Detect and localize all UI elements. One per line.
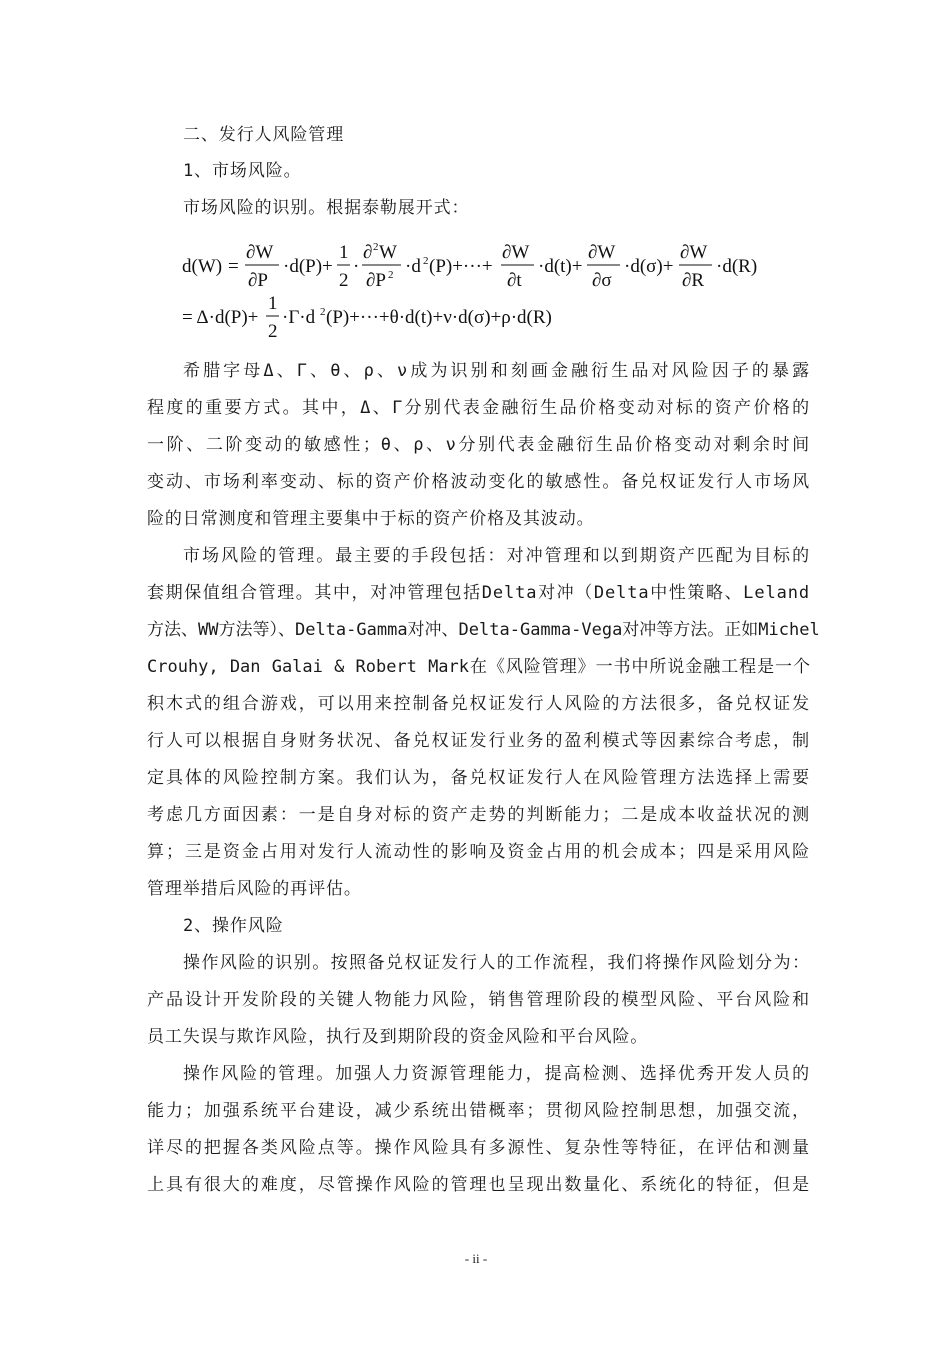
svg-text:∂: ∂ <box>363 242 373 263</box>
svg-text:1: 1 <box>268 293 278 314</box>
svg-text:∂R: ∂R <box>682 270 705 291</box>
page-number: - ii - <box>464 1251 488 1266</box>
svg-text:∂W: ∂W <box>588 242 616 263</box>
svg-text:2: 2 <box>268 321 278 342</box>
svg-text:·d(σ)+: ·d(σ)+ <box>624 256 674 277</box>
svg-text:2: 2 <box>320 306 326 318</box>
section-heading: 二、发行人风险管理 <box>183 125 345 145</box>
svg-text:·d(P)+: ·d(P)+ <box>283 256 333 277</box>
svg-text:∂σ: ∂σ <box>592 270 612 291</box>
taylor-formula-line-1 <box>182 236 802 296</box>
svg-text:∂P: ∂P <box>366 270 386 291</box>
subsection-operational-risk: 2、操作风险 <box>183 916 284 936</box>
svg-text:2: 2 <box>423 255 429 267</box>
market-identification-intro: 市场风险的识别。根据泰勒展开式： <box>183 198 470 218</box>
svg-text:·d: ·d <box>405 256 421 277</box>
svg-text:∂t: ∂t <box>507 270 522 291</box>
svg-text:(P)+···+θ·d(t)+ν·d(σ)+ρ·d(R): (P)+···+θ·d(t)+ν·d(σ)+ρ·d(R) <box>326 307 552 328</box>
taylor-formula-line-2 <box>182 293 802 346</box>
svg-text:∂W: ∂W <box>502 242 530 263</box>
svg-text:2: 2 <box>373 241 379 253</box>
svg-text:∂P: ∂P <box>248 270 268 291</box>
document-page: 二、发行人风险管理 1、市场风险。 市场风险的识别。根据泰勒展开式： d(W) = ∂W ∂P ·d(P)+ 1 2 · ∂ 2 W ∂P 2 ·d 2 (P)+···+ ∂W ∂t ·d(t)+ ∂W ∂σ ·d(σ)+ ∂W ∂R ·d(R) = Δ·d(P)+ 1 2 ·Γ·d 2 (P)+···+θ·d(t)+ν·d(σ)+ρ·d(R) 希腊字母Δ、Γ、θ、ρ、ν成为识别和刻画金融衍生品对风险因子的暴露 程度的重要方式。其中，Δ、Γ分别代表金融衍生品价格变动对标的资产价格的 一阶、二阶变动的敏感性；θ、ρ、ν分别代表金融衍生品价格变动对剩余时间 变动、市场利率变动、标的资产价格波动变化的敏感性。备兑权证发行人市场风 险的日常测度和管理主要集中于标的资产价格及其波动。 市场风险的管理。最主要的手段包括：对冲管理和以到期资产匹配为目标的 套期保值组合管理。其中，对冲管理包括Delta对冲（Delta中性策略、Leland 方法、WW方法等）、Delta-Gamma对冲、Delta-Gamma-Vega对冲等方法。正如Michel Crouhy, Dan Galai & Robert Mark在《风险管理》一书中所说金融工程是一个 积木式的组合游戏，可以用来控制备兑权证发行人风险的方法很多，备兑权证发 行人可以根据自身财务状况、备兑权证发行业务的盈利模式等因素综合考虑，制 定具体的风险控制方案。我们认为，备兑权证发行人在风险管理方法选择上需要 考虑几方面因素：一是自身对标的资产走势的判断能力；二是成本收益状况的测 算；三是资金占用对发行人流动性的影响及资金占用的机会成本；四是采用风险 管理举措后风险的再评估。 2、操作风险 操作风险的识别。按照备兑权证发行人的工作流程，我们将操作风险划分为： 产品设计开发阶段的关键人物能力风险，销售管理阶段的模型风险、平台风险和 员工失误与欺诈风险，执行及到期阶段的资金风险和平台风险。 操作风险的管理。加强人力资源管理能力，提高检测、选择优秀开发人员的 能力；加强系统平台建设，减少系统出错概率；贯彻风险控制思想，加强交流， 详尽的把握各类风险点等。操作风险具有多源性、复杂性等特征，在评估和测量 上具有很大的难度，尽管操作风险的管理也呈现出数量化、系统化的特征，但是 - ii - <box>0 0 952 1347</box>
subsection-market-risk: 1、市场风险。 <box>183 161 302 181</box>
svg-text:= Δ·d(P)+: = Δ·d(P)+ <box>182 307 259 328</box>
svg-text:=: = <box>228 256 239 277</box>
svg-text:2: 2 <box>339 270 349 291</box>
svg-text:W: W <box>379 242 397 263</box>
svg-text:·: · <box>353 256 360 277</box>
svg-text:∂W: ∂W <box>680 242 708 263</box>
svg-text:2: 2 <box>388 269 394 281</box>
svg-text:1: 1 <box>339 242 349 263</box>
svg-text:(P)+···+: (P)+···+ <box>429 256 493 277</box>
svg-text:·d(R): ·d(R) <box>716 256 758 277</box>
formula-lhs: d(W) <box>182 256 223 277</box>
svg-text:·d(t)+: ·d(t)+ <box>538 256 583 277</box>
svg-text:·Γ·d: ·Γ·d <box>282 307 316 328</box>
svg-text:∂W: ∂W <box>246 242 274 263</box>
